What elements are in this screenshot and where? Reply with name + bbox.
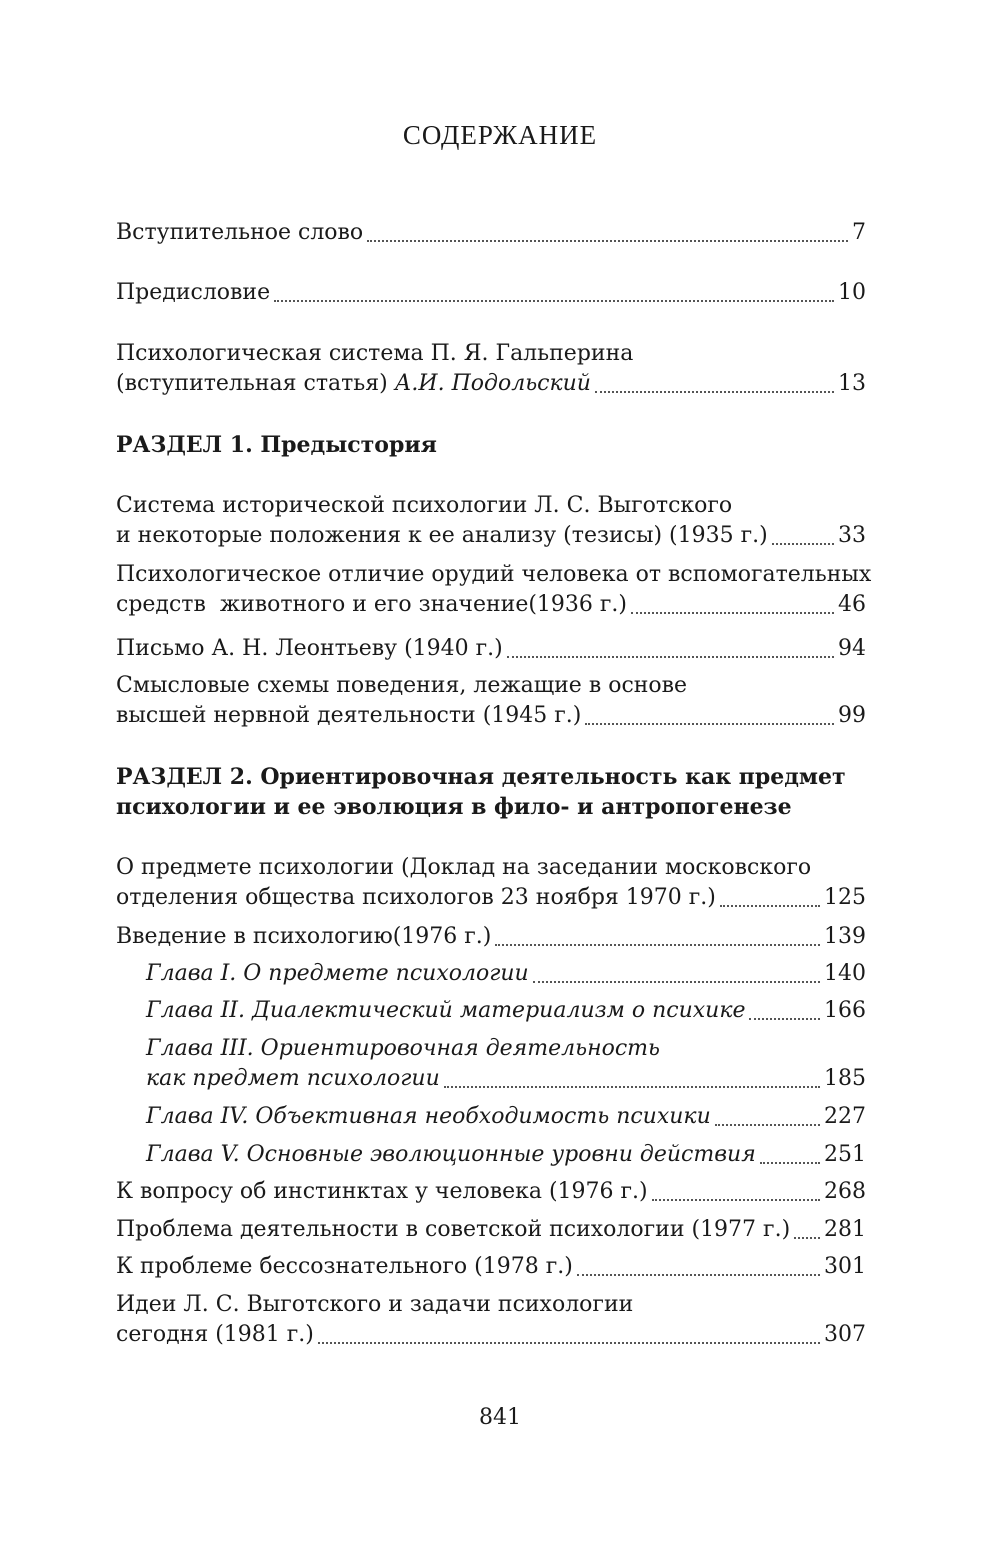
- leader-dots: [749, 1018, 820, 1020]
- toc-entry-line1: Система исторической психологии Л. С. Выготского: [116, 493, 733, 518]
- toc-entry-text: и некоторые положения к ее анализу (тезисы) (1935 г.): [116, 523, 768, 548]
- toc-entry-page: 94: [838, 636, 866, 661]
- page-title: СОДЕРЖАНИЕ: [402, 120, 598, 150]
- leader-dots: [772, 543, 834, 545]
- toc-entry-text: Вступительное слово: [116, 220, 364, 245]
- section-2-title-line2: психологии и ее эволюция в фило- и антропогенезе: [116, 794, 792, 820]
- toc-entry-text: Письмо А. Н. Леонтьеву (1940 г.): [116, 636, 503, 661]
- toc-entry-page: 268: [824, 1179, 866, 1204]
- toc-entry-text: [116, 369, 591, 399]
- toc-entry: [116, 560, 872, 620]
- toc-entry: [116, 671, 866, 731]
- toc-chapter-text: Глава IV. Объективная необходимость психики: [146, 1104, 711, 1129]
- toc-entry-text: средств животного и его значение(1936 г.): [116, 592, 628, 617]
- toc-chapter: [116, 996, 866, 1026]
- toc-entry-foreword: [116, 218, 866, 248]
- toc-entry-page: 281: [824, 1217, 866, 1242]
- toc-entry: [116, 634, 866, 664]
- toc-entry-text: Предисловие: [116, 280, 271, 305]
- toc-entry-line1: Психологическое отличие орудий человека от вспомогательных: [116, 562, 872, 587]
- toc-entry-text: К вопросу об инстинктах у человека (1976 г.): [116, 1179, 648, 1204]
- toc-entry-line1: Смысловые схемы поведения, лежащие в основе: [116, 673, 688, 698]
- leader-dots: [720, 905, 820, 907]
- toc-entry: [116, 1215, 866, 1245]
- toc-entry-intro-article: [116, 339, 866, 399]
- toc-entry-text: К проблеме бессознательного (1978 г.): [116, 1254, 573, 1279]
- toc-entry: [116, 922, 866, 952]
- toc-entry-text-main: (вступительная статья): [116, 371, 395, 396]
- toc-chapter-page: 227: [824, 1104, 866, 1129]
- section-2-title: [116, 762, 866, 822]
- leader-dots: [631, 612, 834, 614]
- toc-entry-page: 301: [824, 1254, 866, 1279]
- toc-entry: [116, 491, 866, 551]
- toc-entry-text: Введение в психологию(1976 г.): [116, 924, 492, 949]
- toc-entry-text: отделения общества психологов 23 ноября 1970 г.): [116, 885, 716, 910]
- toc-chapter-text: Глава V. Основные эволюционные уровни действия: [146, 1142, 756, 1167]
- leader-dots: [585, 723, 834, 725]
- toc-entry-page: 139: [824, 924, 866, 949]
- leader-dots: [760, 1162, 820, 1164]
- toc-chapter-line1: Глава III. Ориентировочная деятельность: [146, 1036, 661, 1061]
- leader-dots: [495, 944, 820, 946]
- toc-chapter-page: 166: [824, 998, 866, 1023]
- toc-entry-page: 46: [838, 592, 866, 617]
- toc-entry-page: 125: [824, 885, 866, 910]
- toc-chapter: [116, 1102, 866, 1132]
- toc-chapter-page: 251: [824, 1142, 866, 1167]
- section-2-title-line1: РАЗДЕЛ 2. Ориентировочная деятельность как предмет: [116, 764, 846, 790]
- toc-entry: [116, 1252, 866, 1282]
- toc-entry-page: 307: [824, 1322, 866, 1347]
- page-number: 841: [479, 1405, 521, 1430]
- toc-entry-text: сегодня (1981 г.): [116, 1322, 314, 1347]
- toc-entry-line1: О предмете психологии (Доклад на заседании московского: [116, 855, 812, 880]
- leader-dots: [652, 1199, 820, 1201]
- toc-chapter: [116, 1034, 866, 1094]
- toc-entry-page: 7: [852, 220, 866, 245]
- section-1-title: РАЗДЕЛ 1. Предыстория: [116, 432, 437, 458]
- toc-entry-page: 33: [838, 523, 866, 548]
- toc-chapter-page: 140: [824, 961, 866, 986]
- toc-entry-line1: Идеи Л. С. Выготского и задачи психологии: [116, 1292, 634, 1317]
- leader-dots: [595, 391, 834, 393]
- toc-chapter-text: Глава II. Диалектический материализм о психике: [146, 998, 746, 1023]
- toc-entry-text: Проблема деятельности в советской психологии (1977 г.): [116, 1217, 791, 1242]
- toc-chapter-text: Глава I. О предмете психологии: [146, 961, 529, 986]
- toc-chapter-text: как предмет психологии: [146, 1066, 440, 1091]
- toc-entry-page: 10: [838, 280, 866, 305]
- leader-dots: [318, 1342, 820, 1344]
- toc-chapter: [116, 959, 866, 989]
- leader-dots: [507, 656, 834, 658]
- toc-entry-page: 13: [838, 371, 866, 396]
- toc-entry: [116, 1177, 866, 1207]
- toc-entry-line1: Психологическая система П. Я. Гальперина: [116, 341, 634, 366]
- toc-chapter: [116, 1140, 866, 1170]
- toc-entry: [116, 1290, 866, 1350]
- leader-dots: [274, 300, 834, 302]
- toc-entry-page: 99: [838, 703, 866, 728]
- leader-dots: [715, 1124, 820, 1126]
- leader-dots: [577, 1274, 820, 1276]
- leader-dots: [533, 981, 820, 983]
- toc-entry-author: А.И. Подольский: [394, 371, 591, 396]
- toc-chapter-page: 185: [824, 1066, 866, 1091]
- leader-dots: [444, 1086, 820, 1088]
- toc-entry-text: высшей нервной деятельности (1945 г.): [116, 703, 582, 728]
- toc-entry: [116, 853, 866, 913]
- leader-dots: [794, 1237, 820, 1239]
- leader-dots: [367, 240, 848, 242]
- toc-entry-preface: [116, 278, 866, 308]
